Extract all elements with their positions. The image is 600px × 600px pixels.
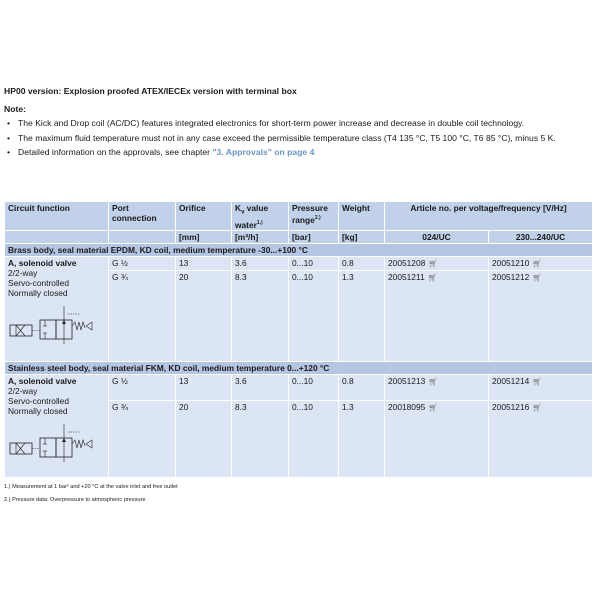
article-number[interactable]: 20051208 bbox=[388, 258, 426, 269]
note-item bbox=[4, 118, 594, 130]
shopping-cart-icon[interactable]: 🛒︎ bbox=[532, 259, 542, 269]
section-row bbox=[5, 362, 593, 375]
kv-footnote-ref: 1.) bbox=[256, 219, 263, 226]
article-number[interactable]: 20051213 bbox=[388, 376, 426, 387]
shopping-cart-icon[interactable]: 🛒︎ bbox=[428, 403, 438, 413]
cell-article-024uc[interactable] bbox=[385, 375, 489, 401]
table-row bbox=[5, 375, 593, 401]
units-blank bbox=[109, 231, 176, 244]
cell-article-230uc[interactable] bbox=[489, 401, 593, 478]
cell-article-024uc[interactable] bbox=[385, 401, 489, 478]
cell-weight: 1.3 bbox=[339, 271, 385, 362]
cell-pressure: 0...10 bbox=[289, 375, 339, 401]
header-orifice: Orifice bbox=[176, 202, 232, 231]
article-number[interactable]: 20018095 bbox=[388, 402, 426, 413]
section-title: Stainless steel body, seal material FKM, KD coil, medium temperature 0...+120 °C bbox=[5, 362, 593, 375]
note-text: The maximum fluid temperature must not in any case exceed the permissible temperature class (T4 135 °C, T5 100 °C, T6 85 °C), minus 5 K. bbox=[18, 132, 556, 143]
cell-weight: 0.8 bbox=[339, 257, 385, 271]
shopping-cart-icon[interactable]: 🛒︎ bbox=[428, 377, 438, 387]
cell-pressure: 0...10 bbox=[289, 401, 339, 478]
cell-article-230uc[interactable] bbox=[489, 257, 593, 271]
section-title: Brass body, seal material EPDM, KD coil, medium temperature -30...+100 °C bbox=[5, 244, 593, 257]
circuit-line: Normally closed bbox=[8, 406, 68, 417]
cell-port: G ½ bbox=[109, 375, 176, 401]
circuit-line: Normally closed bbox=[8, 288, 68, 299]
unit-kv: [m³/h] bbox=[232, 231, 289, 244]
cell-weight: 0.8 bbox=[339, 375, 385, 401]
cell-port: G ½ bbox=[109, 257, 176, 271]
cell-article-230uc[interactable] bbox=[489, 375, 593, 401]
circuit-line: 2/2-way bbox=[8, 386, 38, 397]
pressure-footnote-ref: 2.) bbox=[314, 215, 321, 221]
note-title: Note: bbox=[4, 104, 26, 114]
cell-article-024uc[interactable] bbox=[385, 271, 489, 362]
cell-pressure: 0...10 bbox=[289, 257, 339, 271]
table-row bbox=[5, 257, 593, 271]
footnote-1: 1.) Measurement at 1 bar² and +20 °C at the valve inlet and free outlet bbox=[4, 484, 178, 490]
article-number[interactable]: 20051210 bbox=[492, 258, 530, 269]
article-number[interactable]: 20051211 bbox=[388, 272, 425, 283]
cell-port: G ¾ bbox=[109, 271, 176, 362]
approvals-link[interactable]: "3. Approvals" on page 4 bbox=[212, 147, 315, 157]
note-item bbox=[4, 147, 594, 159]
circuit-line: Servo-controlled bbox=[8, 278, 69, 289]
shopping-cart-icon[interactable]: 🛒︎ bbox=[532, 403, 542, 413]
header-article-no: Article no. per voltage/frequency [V/Hz] bbox=[385, 202, 593, 231]
note-text: Detailed information on the approvals, see chapter bbox=[18, 147, 211, 157]
circuit-name: A, solenoid valve bbox=[8, 376, 77, 387]
kv-label-rest: value water bbox=[235, 203, 269, 230]
cell-kv: 8.3 bbox=[232, 401, 289, 478]
circuit-line: Servo-controlled bbox=[8, 396, 69, 407]
header-kv-value bbox=[232, 202, 289, 231]
shopping-cart-icon[interactable]: 🛒︎ bbox=[428, 259, 438, 269]
voltage-230-240uc: 230...240/UC bbox=[489, 231, 593, 244]
article-number[interactable]: 20051216 bbox=[492, 402, 530, 413]
shopping-cart-icon[interactable]: 🛒︎ bbox=[532, 377, 542, 387]
cell-kv: 8.3 bbox=[232, 271, 289, 362]
header-circuit-function: Circuit function bbox=[5, 202, 109, 231]
voltage-024uc: 024/UC bbox=[385, 231, 489, 244]
cell-orifice: 13 bbox=[176, 257, 232, 271]
valve-symbol-icon bbox=[8, 304, 105, 358]
circuit-line: 2/2-way bbox=[8, 268, 38, 279]
unit-weight: [kg] bbox=[339, 231, 385, 244]
circuit-function-cell bbox=[5, 375, 109, 478]
pressure-label: Pressure range bbox=[292, 203, 328, 225]
section-row bbox=[5, 244, 593, 257]
cell-kv: 3.6 bbox=[232, 257, 289, 271]
cell-port: G ¾ bbox=[109, 401, 176, 478]
cell-orifice: 13 bbox=[176, 375, 232, 401]
header-pressure-range bbox=[289, 202, 339, 231]
circuit-function-cell bbox=[5, 257, 109, 362]
cell-pressure: 0...10 bbox=[289, 271, 339, 362]
cell-article-230uc[interactable] bbox=[489, 271, 593, 362]
kv-subscript: v bbox=[241, 209, 245, 216]
notes-list bbox=[4, 118, 594, 162]
article-number[interactable]: 20051212 bbox=[492, 272, 530, 283]
header-port-connection: Port connection bbox=[109, 202, 176, 231]
unit-pressure: [bar] bbox=[289, 231, 339, 244]
footnote-2: 2.) Pressure data: Overpressure to atmospheric pressure bbox=[4, 497, 146, 503]
cell-weight: 1.3 bbox=[339, 401, 385, 478]
circuit-name: A, solenoid valve bbox=[8, 258, 77, 269]
note-item bbox=[4, 133, 594, 145]
table-header-row bbox=[5, 202, 593, 231]
table-units-row bbox=[5, 231, 593, 244]
article-number[interactable]: 20051214 bbox=[492, 376, 530, 387]
spec-table bbox=[4, 201, 593, 478]
cell-orifice: 20 bbox=[176, 271, 232, 362]
kv-label: K bbox=[235, 203, 242, 213]
shopping-cart-icon[interactable]: 🛒︎ bbox=[532, 273, 542, 283]
section-heading: HP00 version: Explosion proofed ATEX/IECEx version with terminal box bbox=[4, 86, 297, 96]
cell-kv: 3.6 bbox=[232, 375, 289, 401]
header-weight: Weight bbox=[339, 202, 385, 231]
shopping-cart-icon[interactable]: 🛒︎ bbox=[427, 273, 438, 283]
valve-symbol-icon bbox=[8, 422, 105, 476]
unit-orifice: [mm] bbox=[176, 231, 232, 244]
units-blank bbox=[5, 231, 109, 244]
cell-article-024uc[interactable] bbox=[385, 257, 489, 271]
cell-orifice: 20 bbox=[176, 401, 232, 478]
note-text: The Kick and Drop coil (AC/DC) features integrated electronics for short-term power increase and decrease in double coil technology. bbox=[18, 118, 525, 128]
